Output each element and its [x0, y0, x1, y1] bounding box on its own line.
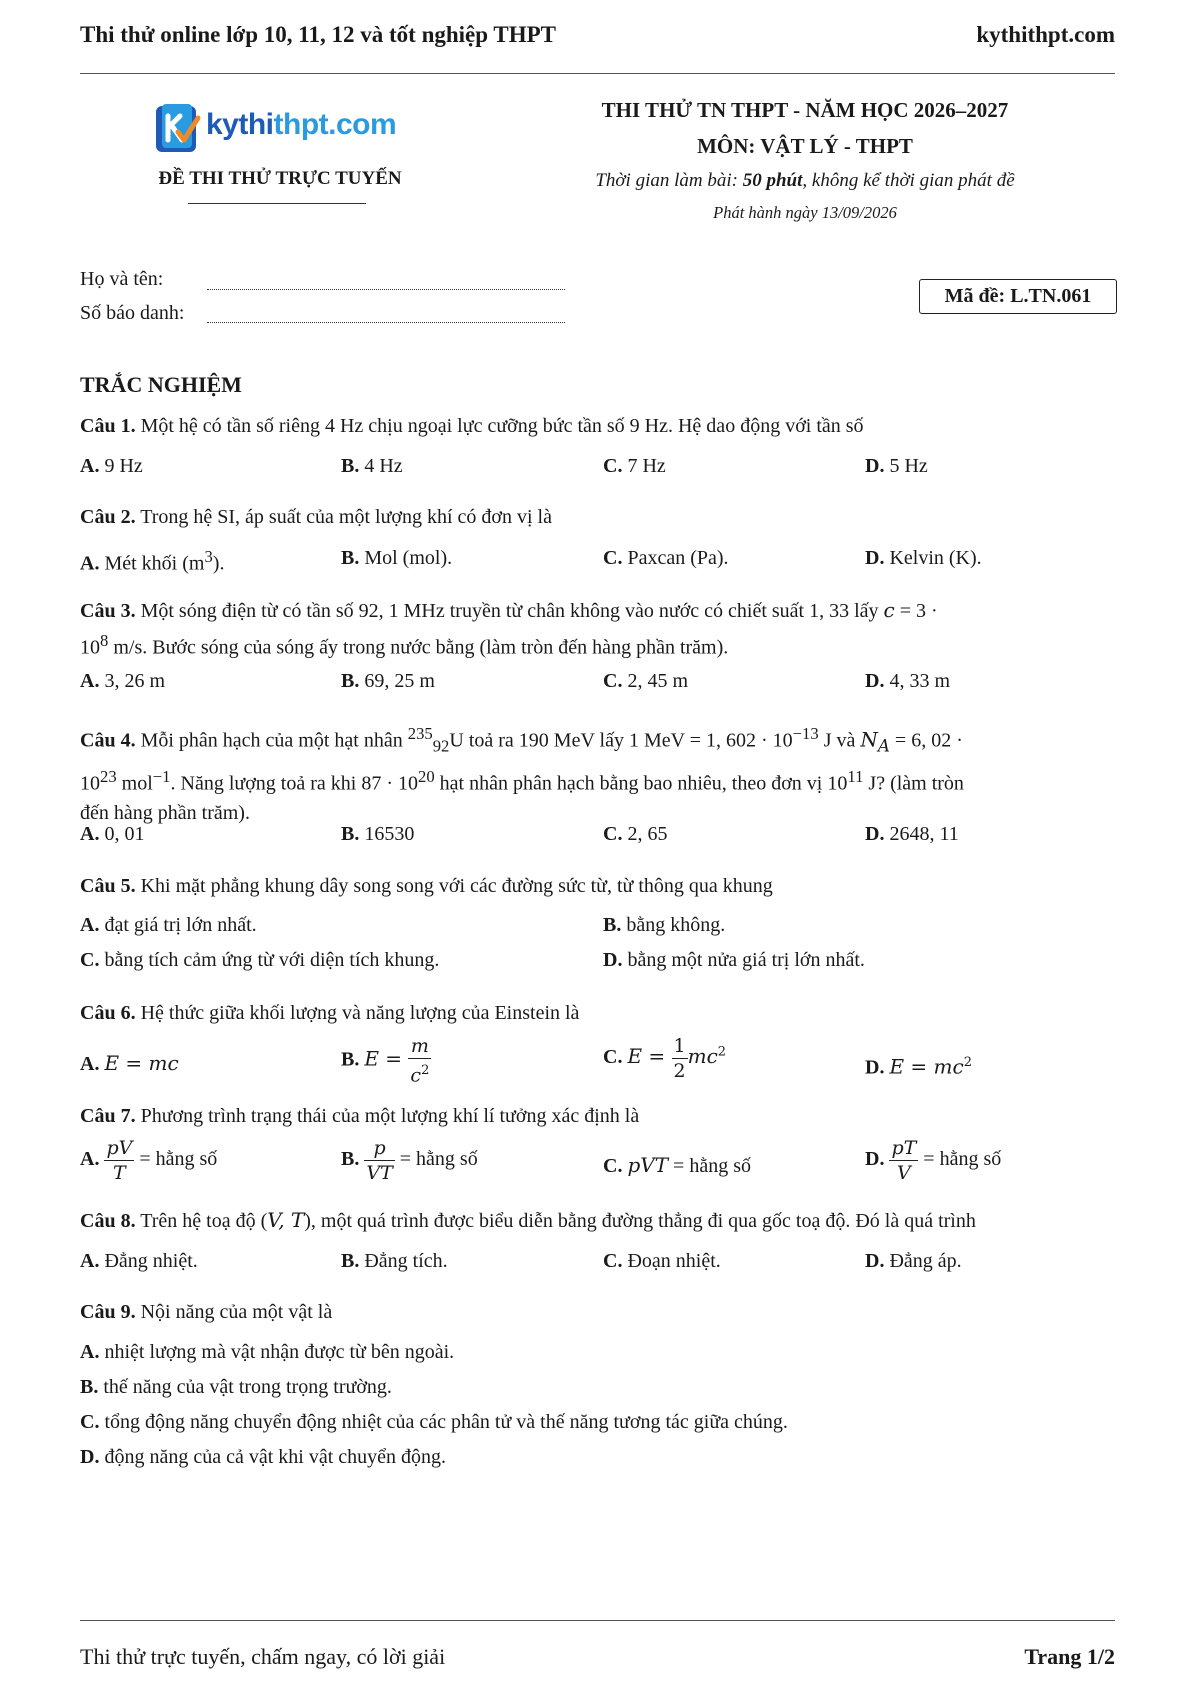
q1-option-c[interactable]: C. 7 Hz	[603, 455, 666, 477]
q2-option-b[interactable]: B. Mol (mol).	[341, 547, 453, 569]
q2-option-c[interactable]: C. Paxcan (Pa).	[603, 547, 729, 569]
footer-rule	[80, 1620, 1115, 1621]
question-2: Câu 2. Trong hệ SI, áp suất của một lượng khí có đơn vị là	[80, 506, 552, 528]
name-label: Họ và tên:	[80, 268, 164, 290]
left-sub-underline	[188, 203, 366, 204]
candidate-id-label: Số báo danh:	[80, 302, 185, 324]
q7-option-c[interactable]: C. pVT = hằng số	[603, 1153, 751, 1177]
name-field[interactable]	[207, 289, 565, 290]
question-8: Câu 8. Trên hệ toạ độ (V, T), một quá trình được biểu diễn bằng đường thẳng đi qua gốc toạ độ. Đó là quá trình	[80, 1208, 976, 1232]
logo-text: kythithpt.com	[206, 108, 397, 141]
q7-option-a[interactable]: A. $\frac{pV}{T}$ = hằng số	[80, 1137, 218, 1184]
q8-option-a[interactable]: A. Đẳng nhiệt.	[80, 1250, 198, 1272]
q8-option-c[interactable]: C. Đoạn nhiệt.	[603, 1250, 721, 1272]
q4-option-c[interactable]: C. 2, 65	[603, 823, 668, 845]
q6-c-fraction: $\frac{1}{2}$	[673, 1035, 686, 1082]
question-9: Câu 9. Nội năng của một vật là	[80, 1301, 333, 1323]
running-header-site[interactable]: kythithpt.com	[976, 22, 1115, 47]
q1-option-a[interactable]: A. 9 Hz	[80, 455, 143, 477]
question-6: Câu 6. Hệ thức giữa khối lượng và năng lượng của Einstein là	[80, 1002, 580, 1024]
q4-option-a[interactable]: A. 0, 01	[80, 823, 145, 845]
exam-code-box: Mã đề: L.TN.061	[919, 279, 1117, 314]
question-1: Câu 1. Một hệ có tần số riêng 4 Hz chịu ngoại lực cưỡng bức tần số 9 Hz. Hệ dao động với tần số	[80, 415, 864, 437]
q3-option-b[interactable]: B. 69, 25 m	[341, 670, 435, 692]
q1-option-b[interactable]: B. 4 Hz	[341, 455, 403, 477]
q5-option-c[interactable]: C. bằng tích cảm ứng từ với diện tích khung.	[80, 949, 440, 971]
q2-option-a[interactable]: A. Mét khối $(m^3)$.	[80, 547, 225, 575]
exam-time: Thời gian làm bài: 50 phút, không kể thời gian phát đề	[595, 170, 1015, 191]
q9-option-c[interactable]: C. tổng động năng chuyển động nhiệt của các phân tử và thế năng tương tác giữa chúng.	[80, 1411, 788, 1433]
q5-option-b[interactable]: B. bằng không.	[603, 914, 726, 936]
candidate-id-field[interactable]	[207, 322, 565, 323]
question-7: Câu 7. Phương trình trạng thái của một lượng khí lí tưởng xác định là	[80, 1105, 640, 1127]
q4-option-d[interactable]: D. 2648, 11	[865, 823, 959, 845]
q2-option-d[interactable]: D. Kelvin (K).	[865, 547, 982, 569]
exam-title: THI THỬ TN THPT - NĂM HỌC 2026–2027	[601, 98, 1009, 122]
section-title: TRẮC NGHIỆM	[80, 372, 242, 397]
q7-option-d[interactable]: D. $\frac{pT}{V}$ = hằng số	[865, 1137, 1002, 1184]
q6-b-fraction: $\frac{m}{c^2}$	[410, 1035, 430, 1087]
question-5: Câu 5. Khi mặt phẳng khung dây song song với các đường sức từ, từ thông qua khung	[80, 875, 773, 897]
q8-option-b[interactable]: B. Đẳng tích.	[341, 1250, 448, 1272]
q6-option-b[interactable]: B. E = $\frac{m}{c^2}$	[341, 1035, 430, 1087]
running-header	[80, 22, 1115, 52]
q6-option-a[interactable]: A. E = mc	[80, 1051, 179, 1075]
page-number: Trang 1/2	[1024, 1644, 1115, 1669]
exam-release-date: Phát hành ngày 13/09/2026	[713, 203, 897, 222]
q1-option-d[interactable]: D. 5 Hz	[865, 455, 928, 477]
q3-option-d[interactable]: D. 4, 33 m	[865, 670, 951, 692]
q9-option-d[interactable]: D. động năng của cả vật khi vật chuyển động.	[80, 1446, 447, 1468]
q4-option-b[interactable]: B. 16530	[341, 823, 415, 845]
logo-icon	[152, 102, 204, 156]
q9-option-a[interactable]: A. nhiệt lượng mà vật nhận được từ bên ngoài.	[80, 1341, 455, 1363]
q7-option-b[interactable]: B. $\frac{p}{VT}$ = hằng số	[341, 1137, 478, 1184]
q3-option-c[interactable]: C. 2, 45 m	[603, 670, 689, 692]
q6-option-c[interactable]: C. E = $\frac{1}{2}$ $mc^2$	[603, 1035, 727, 1082]
q5-option-d[interactable]: D. bằng một nửa giá trị lớn nhất.	[603, 949, 865, 971]
footer-tagline: Thi thử trực tuyến, chấm ngay, có lời giải	[80, 1644, 446, 1669]
header-rule	[80, 73, 1115, 74]
question-3: Câu 3. Một sóng điện từ có tần số 92, 1 MHz truyền từ chân không vào nước có chiết suất 1, 33 lấy c = 3 · $10^8$ m/s. Bước sóng của sóng ấy trong nước bằng (làm tròn đến hàng phần trăm).	[80, 598, 938, 659]
q5-option-a[interactable]: A. đạt giá trị lớn nhất.	[80, 914, 257, 936]
q6-option-d[interactable]: D. $E = mc^2$	[865, 1054, 972, 1079]
running-header-left: Thi thử online lớp 10, 11, 12 và tốt nghiệp THPT	[80, 22, 556, 47]
q9-option-b[interactable]: B. thế năng của vật trong trọng trường.	[80, 1376, 392, 1398]
site-logo[interactable]	[152, 102, 412, 158]
q8-option-d[interactable]: D. Đẳng áp.	[865, 1250, 962, 1272]
exam-subject: MÔN: VẬT LÝ - THPT	[697, 134, 913, 158]
question-4: Câu 4. Mỗi phân hạch của một hạt nhân $^{235}_{92}$U toả ra 190 MeV lấy 1 MeV = 1, $602 \cdot 10^{-13}$ J và $N_A = 6$, 02 · $10^{23}$ mol$^{-1}$. Năng lượng toả ra khi $87 \cdot 10^{20}$ hạt nhân phân hạch bằng bao nhiêu, theo đơn vị $10^{11}$ J? (làm tròn đến hàng phần trăm).	[80, 724, 964, 825]
online-exam-label: ĐỀ THI THỬ TRỰC TUYẾN	[158, 168, 402, 189]
q3-option-a[interactable]: A. 3, 26 m	[80, 670, 166, 692]
